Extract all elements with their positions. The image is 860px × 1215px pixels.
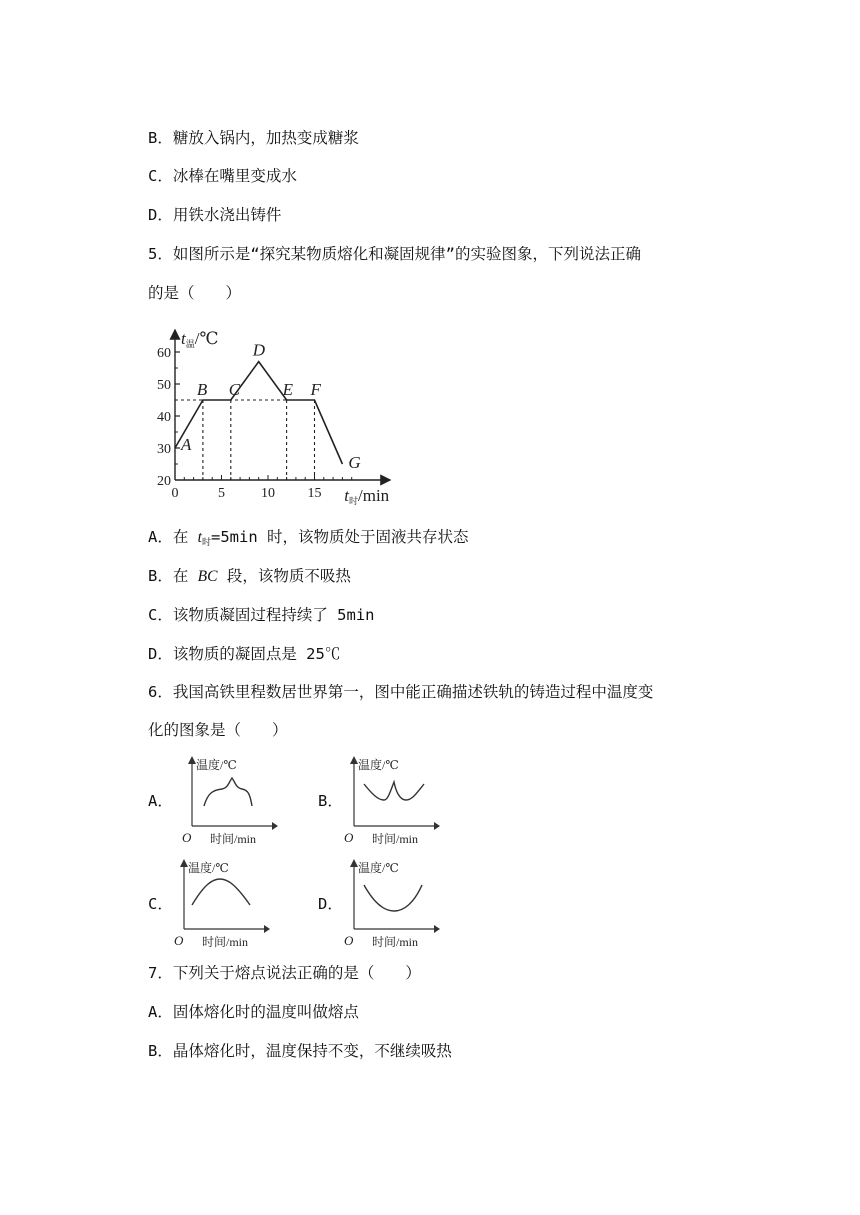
point-label: C (228, 380, 241, 399)
x-axis-label: 时间/min (372, 832, 419, 846)
x-axis-label: 时间/min (372, 935, 419, 949)
melting-curve (175, 362, 342, 464)
origin-label: O (344, 830, 354, 845)
y-axis-arrow (350, 859, 358, 867)
temperature-curve (364, 782, 424, 800)
q5-option-a (148, 527, 469, 550)
y-tick-label: 30 (157, 442, 171, 457)
q6-graph-a (180, 754, 280, 846)
q7-option-a: A．固体熔化时的温度叫做熔点 (148, 1003, 359, 1021)
q6-option-d-label: D． (318, 895, 343, 913)
chart-series (175, 362, 343, 465)
q6-option-c-label: C． (148, 895, 173, 913)
y-axis-arrow (188, 756, 196, 764)
x-axis-title: t时/min (344, 486, 390, 506)
point-label: F (310, 380, 321, 399)
x-axis-arrow (272, 822, 278, 830)
y-tick-label: 60 (157, 346, 171, 361)
y-tick-label: 20 (157, 474, 171, 489)
temperature-curve (204, 778, 252, 806)
q5-option-d: D．该物质的凝固点是 25℃ (148, 645, 341, 663)
y-axis-arrow (180, 859, 188, 867)
q6-stem-line-2: 化的图象是（ ） (148, 721, 288, 739)
q6-graph-c (172, 857, 272, 949)
y-axis-label: 温度/℃ (196, 758, 237, 772)
x-axis-label: 时间/min (210, 832, 257, 846)
y-axis-label: 温度/℃ (188, 861, 229, 875)
origin-label: O (344, 933, 354, 948)
x-tick-label: 10 (261, 486, 275, 501)
q7-option-b: B．晶体熔化时，温度保持不变，不继续吸热 (148, 1042, 452, 1060)
q6-graph-d (342, 857, 442, 949)
y-axis-label: 温度/℃ (358, 758, 399, 772)
q5-option-a-subscript: 时 (201, 538, 211, 548)
y-tick-label: 50 (157, 378, 171, 393)
point-label: A (181, 435, 192, 454)
q7-stem: 7．下列关于熔点说法正确的是（ ） (148, 964, 421, 982)
x-axis-arrow (264, 925, 270, 933)
y-tick-label: 40 (157, 410, 171, 425)
q5-melting-chart (145, 320, 410, 510)
x-tick-label: 15 (307, 486, 322, 501)
x-axis-arrow (434, 925, 440, 933)
temperature-curve (192, 879, 250, 905)
q5-option-c: C．该物质凝固过程持续了 5min (148, 606, 375, 624)
q5-option-a-prefix: A．在 (148, 528, 198, 546)
q5-option-b (148, 566, 351, 587)
q4-option-d: D．用铁水浇出铸件 (148, 206, 282, 224)
origin-label: O (174, 933, 184, 948)
q6-stem-line-1: 6．我国高铁里程数居世界第一，图中能正确描述铁轨的铸造过程中温度变 (148, 683, 654, 701)
x-axis-arrow (434, 822, 440, 830)
q5-option-a-t: t (197, 529, 202, 546)
q5-stem-line-2: 的是（ ） (148, 284, 242, 302)
point-label: B (196, 380, 208, 399)
q5-stem-line-1: 5．如图所示是“探究某物质熔化和凝固规律”的实验图象，下列说法正确 (148, 245, 641, 263)
point-label: E (282, 380, 293, 399)
temperature-curve (364, 885, 422, 911)
point-label: G (348, 453, 361, 472)
x-tick-label: 5 (218, 486, 225, 501)
origin-label: O (182, 830, 192, 845)
y-axis-title: t温/℃ (181, 329, 219, 349)
x-tick-label: 0 (171, 486, 179, 501)
q5-option-b-text: 段，该物质不吸热 (217, 567, 351, 585)
q6-option-a-label: A． (148, 792, 173, 810)
q6-graph-b (342, 754, 442, 846)
q5-option-b-segment: BC (197, 568, 218, 585)
y-axis-label: 温度/℃ (358, 861, 399, 875)
q6-option-b-label: B． (318, 792, 343, 810)
q4-option-b: B．糖放入锅内，加热变成糖浆 (148, 129, 359, 147)
x-axis-label: 时间/min (202, 935, 249, 949)
q4-option-c: C．冰棒在嘴里变成水 (148, 167, 297, 185)
q5-option-a-text: =5min 时，该物质处于固液共存状态 (211, 528, 469, 546)
point-label: D (252, 340, 265, 360)
q5-option-b-prefix: B．在 (148, 567, 198, 585)
y-axis-arrow (350, 756, 358, 764)
